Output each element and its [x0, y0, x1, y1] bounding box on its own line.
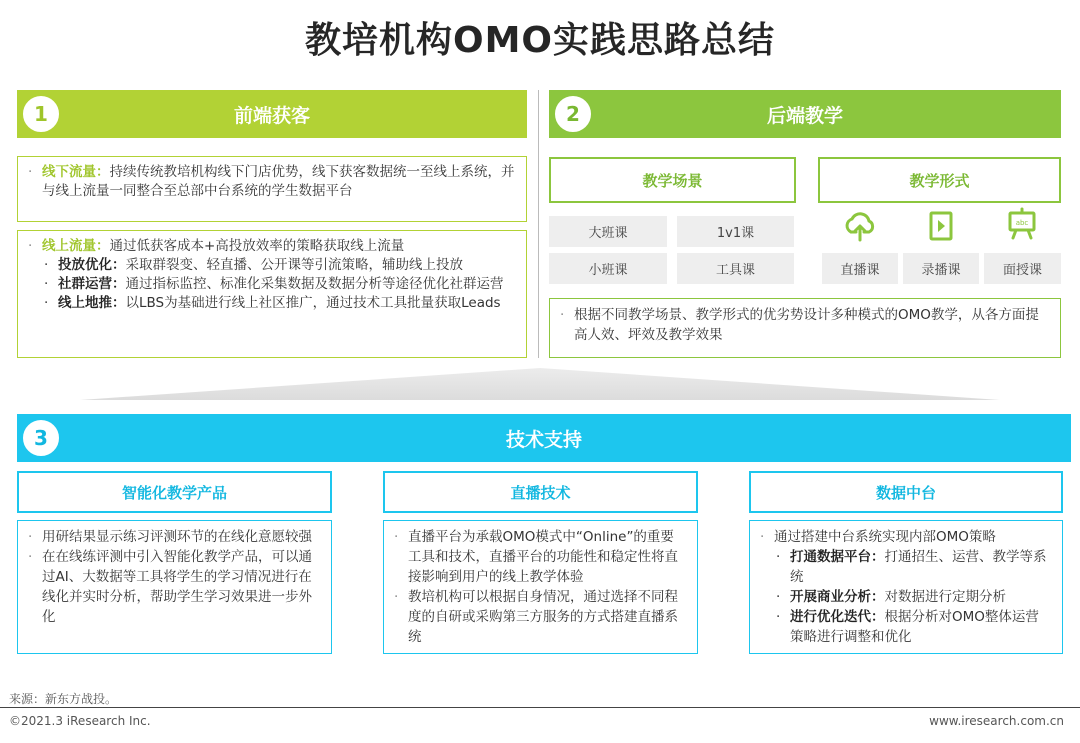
list-item: · 教培机构可以根据自身情况，通过选择不同程度的自研或采购第三方服务的方式搭建直播系统: [394, 589, 678, 645]
source-note: 来源：新东方战投。: [9, 692, 118, 706]
section3-header: [17, 414, 1071, 462]
scene-chip: 大班课: [549, 216, 667, 247]
teaching-summary-box: · 根据不同教学场景、教学形式的优劣势设计多种模式的OMO教学，从各方面提高人效、坪效及教学效果: [549, 298, 1061, 358]
list-item: · 通过搭建中台系统实现内部OMO策略: [760, 529, 996, 545]
cloud-upload-icon: [842, 208, 878, 244]
list-item: · 用研结果显示练习评测环节的在线化意愿较强: [28, 529, 312, 545]
website-link[interactable]: www.iresearch.com.cn: [929, 714, 1064, 728]
list-item: · 直播平台为承载OMO模式中“Online”的重要工具和技术，直播平台的功能性和稳定性将直接影响到用户的线上教学体验: [394, 529, 678, 585]
online-traffic-item: · 线上流量：通过低获客成本+高投放效率的策略获取线上流量: [28, 238, 405, 254]
teaching-summary-text: 根据不同教学场景、教学形式的优劣势设计多种模式的OMO教学，从各方面提高人效、坪效及教学效果: [574, 307, 1039, 343]
section2-number: 2: [553, 94, 593, 134]
section1-number: 1: [21, 94, 61, 134]
section1-header: [17, 90, 527, 138]
live-tech-box: [383, 520, 698, 654]
list-item: · 打通数据平台：打通招生、运营、教学等系统: [776, 549, 1047, 585]
smart-product-header: 智能化教学产品: [17, 471, 332, 513]
data-platform-header: 数据中台: [749, 471, 1063, 513]
section3-number: 3: [21, 418, 61, 458]
scene-chip: 工具课: [677, 253, 794, 284]
online-sub-item: · 社群运营：通过指标监控、标准化采集数据及数据分析等途径优化社群运营: [44, 276, 504, 292]
smart-product-box: [17, 520, 332, 654]
video-play-icon: [923, 208, 959, 244]
online-traffic-text: 通过低获客成本+高投放效率的策略获取线上流量: [109, 238, 405, 254]
list-item: · 进行优化迭代：根据分析对OMO整体运营策略进行调整和优化: [776, 609, 1039, 645]
live-tech-header: 直播技术: [383, 471, 698, 513]
online-sub-item: · 投放优化：采取群裂变、轻直播、公开课等引流策略，辅助线上投放: [44, 257, 463, 273]
teaching-scene-header: 教学场景: [549, 157, 796, 203]
section2-title: 后端教学: [766, 104, 843, 127]
copyright: ©2021.3 iResearch Inc.: [9, 714, 151, 728]
list-item: · 开展商业分析：对数据进行定期分析: [776, 589, 1006, 605]
section2-header: [549, 90, 1061, 138]
scene-chip: 小班课: [549, 253, 667, 284]
teaching-form-header: 教学形式: [818, 157, 1061, 203]
svg-text:abc: abc: [1015, 219, 1029, 227]
online-traffic-box: [17, 230, 527, 358]
offline-traffic-box: [17, 156, 527, 222]
form-chip: 面授课: [984, 253, 1061, 284]
online-sub-item: · 线上地推：以LBS为基础进行线上社区推广，通过技术工具批量获取Leads: [44, 295, 501, 311]
footer-divider: [0, 707, 1080, 708]
connector-triangle: [0, 360, 1080, 410]
offline-traffic-label: 线下流量：: [42, 164, 110, 180]
section1-title: 前端获客: [233, 104, 310, 127]
form-chip: 直播课: [822, 253, 898, 284]
page-title: 教培机构OMO实践思路总结: [304, 20, 776, 61]
list-item: · 在在线练评测中引入智能化教学产品，可以通过AI、大数据等工具将学生的学习情况进行在线化并实时分析，帮助学生学习效果进一步外化: [28, 549, 312, 625]
scene-chip: 1v1课: [677, 216, 794, 247]
offline-traffic-item: · 线下流量：持续传统教培机构线下门店优势，线下获客数据统一至线上系统，并与线上流量一同整合至总部中台系统的学生数据平台: [28, 164, 515, 199]
offline-traffic-text: 持续传统教培机构线下门店优势，线下获客数据统一至线上系统，并与线上流量一同整合至总部中台系统的学生数据平台: [42, 164, 515, 199]
section3-title: 技术支持: [505, 428, 582, 451]
blackboard-icon: [1004, 206, 1040, 242]
form-chip: 录播课: [903, 253, 979, 284]
online-traffic-label: 线上流量：: [42, 238, 110, 254]
section-divider: [538, 90, 539, 358]
data-platform-box: [749, 520, 1063, 654]
